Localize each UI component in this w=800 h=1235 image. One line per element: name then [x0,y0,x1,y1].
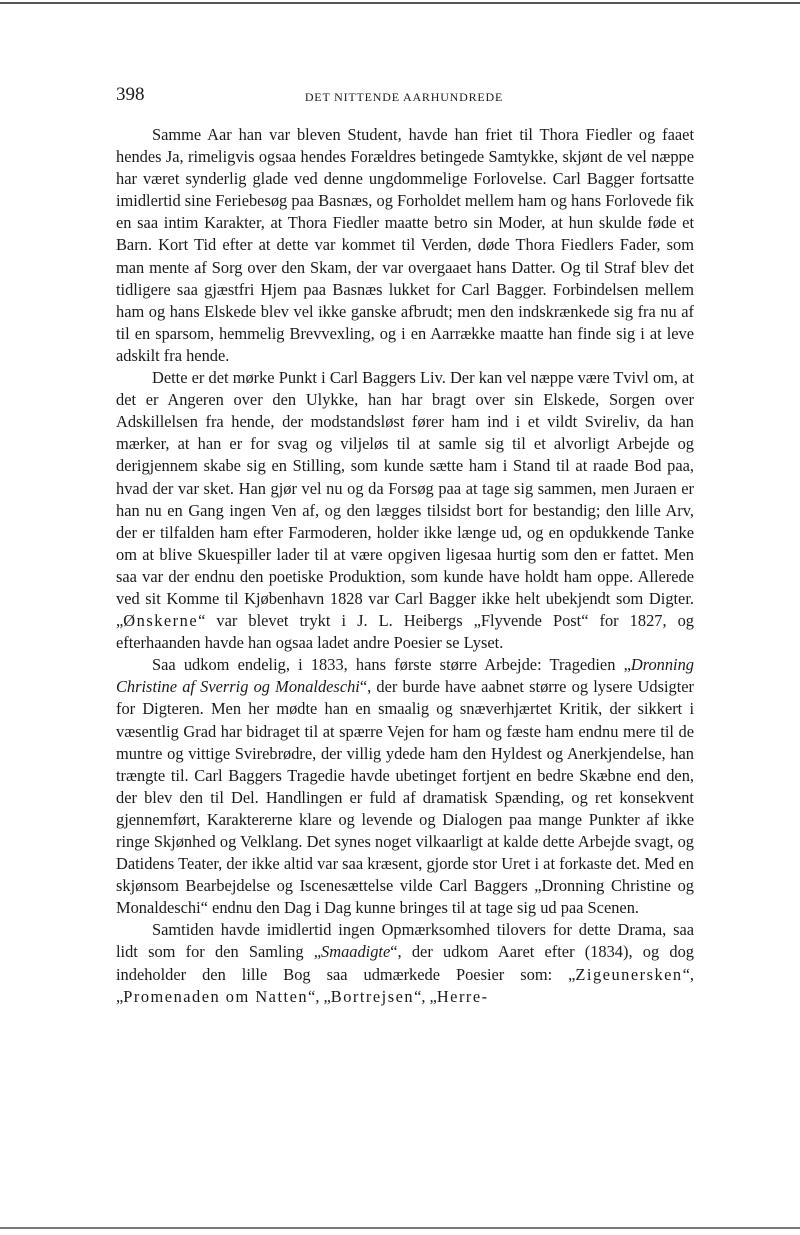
running-head: DET NITTENDE AARHUNDREDE [304,90,504,104]
quote-separator-1: “, „ [116,964,694,1006]
paragraph-1: Samme Aar han var bleven Student, havde han friet til Thora Fiedler og faaet hendes Ja, rimeligvis ogsaa hendes Forældres betingede Samtykke, skjønt de vel næppe har været synderlig glade ved denne ungdommelige Forlovelse. Carl Bagger fortsatte imidlertid sine Feriebesøg paa Basnæs, og Forholdet mellem ham og hans Forlovede fik en saa intim Karakter, at Thora Fiedler maatte betro sin Moder, at hun skulde føde et Barn. Kort Tid efter at dette var kommet til Verden, døde Thora Fiedlers Fader, som man mente af Sorg over den Skam, der var overgaaet hans Datter. Og til Straf blev det tidligere saa gjæstfri Hjem paa Basnæs lukket for Carl Bagger. Forbindelsen mellem ham og hans Elskede blev vel ikke ganske afbrudt; men den indskrænkede sig fra nu af til en sparsom, hemmelig Brevvexling, og i en Aarrække maatte han finde sig i at leve adskilt fra hende. [116,125,694,365]
poem-bortrejsen: Bortrejsen [330,986,415,1006]
paragraph-3 [116,654,694,919]
poem-zigeunersken: Zigeunersken [575,964,683,984]
page-number: 398 [116,84,145,105]
paragraph-2 [116,367,694,654]
paragraph-2-text-b: “ var blevet trykt i J. L. Heibergs „Flyvende Post“ for 1827, og efterhaanden havde han ogsaa ladet andre Poesier se Lyset. [116,611,694,653]
paragraph-3-text-b: “, der burde have aabnet større og lysere Udsigter for Digteren. Men her mødte han en smaalig og snæverhjærtet Kritik, der sikkert i væsentlig Grad har bidraget til at spærre Vejen for ham og fæste ham endnu mere til de muntre og vittige Svirebrødre, der villig ydede ham den Hyldest og Anerkjendelse, han trængte til. Carl Baggers Tragedie havde ubetinget fortjent en bedre Skæbne end den, der blev den til Del. Handlingen er fuld af dramatisk Spænding, og ret konsekvent gjennemført, Karaktererne klare og levende og Dialogen paa mange Punkter af ikke ringe Skjønhed og Velklang. Det synes noget vilkaarligt at kalde dette Arbejde svagt, og Datidens Teater, der ikke altid var saa kræsent, gjorde stor Uret i at forkaste det. Med en skjønsom Bearbejdelse og Iscenesættelse vilde Carl Baggers „Dronning Christine og Monaldeschi“ endnu den Dag i Dag kunne bringes til at tage sig ud paa Scenen. [116,677,694,918]
paragraph-4 [116,919,694,1007]
quote-separator-3: “, „ [414,986,437,1006]
paragraph-3-text-a: Saa udkom endelig, i 1833, hans første større Arbejde: Tragedien „ [152,655,631,675]
quote-separator-2: “, „ [308,986,331,1006]
title-dronning-christine: Dronning Christine af Sverrig og Monaldeschi [116,655,694,697]
title-smaadigte: Smaadigte [321,942,391,962]
title-onskerne: Ønskerne [123,611,199,631]
paragraph-4-text-a: Samtiden havde imidlertid ingen Opmærksomhed tilovers for dette Drama, saa lidt som for den Samling „ [116,920,694,962]
bottom-edge-rule [0,1227,800,1229]
poem-promenaden: Promenaden om Natten [123,986,309,1006]
body-text [116,124,694,1008]
top-edge-rule [0,2,800,4]
poem-herre: Herre- [436,986,489,1006]
paragraph-2-text-a: Dette er det mørke Punkt i Carl Baggers Liv. Der kan vel næppe være Tvivl om, at det er Angeren over den Ulykke, han har bragt over sin Elskede, Sorgen over Adskillelsen fra hende, der modstandsløst fører ham ind i et vildt Svireliv, da han mærker, at han er for svag og viljeløs til at samle sig til et alvorligt Arbejde og derigjennem skabe sig en Stilling, som kunde sætte ham i Stand til at raade Bod paa, hvad der var sket. Han gjør vel nu og da Forsøg paa at tage sig sammen, men Juraen er han nu en Gang ingen Ven af, og den lægges tilsidst bort for bestandig; den lille Arv, der er tilfalden ham efter Farmoderen, holder ikke længe ud, og en opdukkende Tanke om at blive Skuespiller lader til at være opgiven ligesaa hurtig som den er fattet. Men saa var der endnu den poetiske Produktion, som kunde have holdt ham oppe. Allerede ved sit Komme til Kjøbenhavn 1828 var Carl Bagger ikke helt ubekjendt som Digter. „ [116,368,694,631]
paragraph-4-text-b: “, der udkom Aaret efter (1834), og dog indeholder den lille Bog saa udmærkede Poesier som: „ [116,942,694,984]
